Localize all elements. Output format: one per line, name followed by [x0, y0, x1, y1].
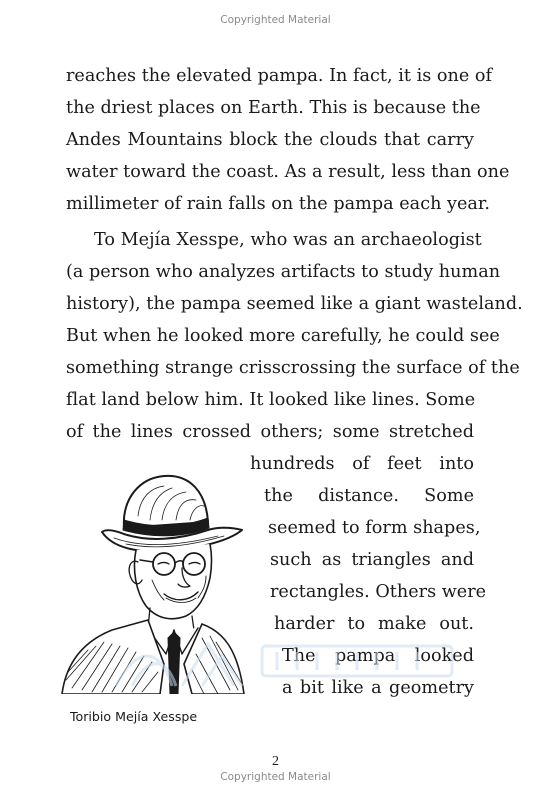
- body-line: the driest places on Earth. This is because the: [66, 98, 481, 118]
- body-line: history), the pampa seemed like a giant wasteland.: [66, 294, 523, 314]
- wrap-line: rectangles. Others were: [270, 582, 487, 602]
- body-line: flat land below him. It looked like lines. Some: [66, 390, 476, 410]
- body-line: Andes Mountains block the clouds that carry: [66, 130, 474, 150]
- body-line: water toward the coast. As a result, less than one: [66, 162, 510, 182]
- body-line: millimeter of rain falls on the pampa each year.: [66, 194, 491, 214]
- body-line: (a person who analyzes artifacts to study human: [66, 262, 501, 282]
- body-line: reaches the elevated pampa. In fact, it is one of: [66, 66, 493, 86]
- page-number: 2: [272, 754, 279, 769]
- copyright-header: Copyrighted Material: [220, 14, 331, 26]
- wrap-line: a bit like a geometry: [282, 678, 474, 698]
- watermark: [112, 626, 472, 696]
- wrap-line: such as triangles and: [270, 550, 474, 570]
- wrap-line: hundreds of feet into: [250, 454, 474, 474]
- wrap-line: seemed to form shapes,: [268, 518, 481, 538]
- illustration-caption: Toribio Mejía Xesspe: [70, 709, 198, 724]
- body-line: of the lines crossed others; some stretched: [66, 422, 474, 442]
- copyright-footer: Copyrighted Material: [220, 771, 331, 783]
- wrap-line: harder to make out.: [274, 614, 474, 634]
- body-line: something strange crisscrossing the surface of the: [66, 358, 520, 378]
- body-line: But when he looked more carefully, he could see: [66, 326, 500, 346]
- wrap-line: The pampa looked: [282, 646, 474, 666]
- body-line: To Mejía Xesspe, who was an archaeologist: [94, 230, 482, 250]
- wrap-line: the distance. Some: [264, 486, 474, 506]
